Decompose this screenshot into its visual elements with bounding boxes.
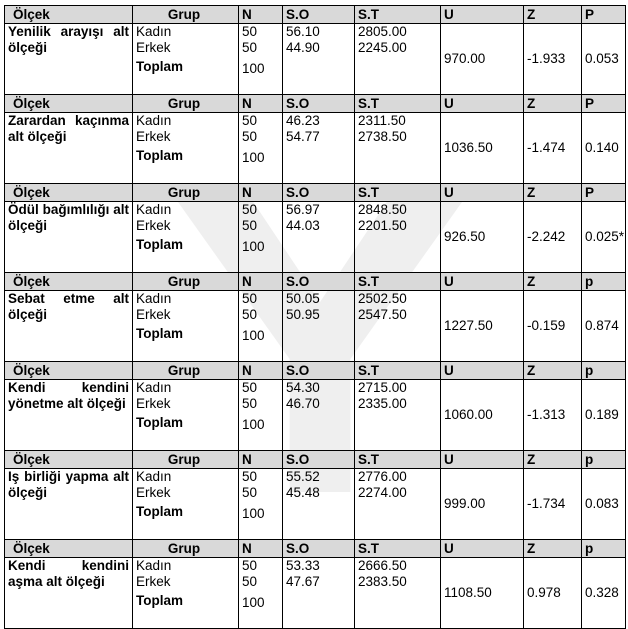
mean-rank-female: 50.05 <box>286 291 320 306</box>
table-row <box>5 558 626 629</box>
group-female: Kadın <box>136 380 172 395</box>
n-cell <box>239 380 283 451</box>
group-total: Toplam <box>136 59 183 74</box>
mean-rank-male: 44.90 <box>286 40 320 55</box>
header-cell-so: S.O <box>283 6 355 24</box>
group-female: Kadın <box>136 24 172 39</box>
rank-sum-cell <box>355 291 441 362</box>
z-value: -1.474 <box>524 113 582 184</box>
header-cell-p: p <box>582 362 626 380</box>
rank-sum-cell <box>355 469 441 540</box>
mean-rank-cell <box>283 202 355 273</box>
header-cell-p: p <box>582 451 626 469</box>
scale-name: Zarardan kaçınma alt ölçeği <box>5 113 133 184</box>
n-female: 50 <box>242 113 258 128</box>
n-female: 50 <box>242 558 258 573</box>
mean-rank-male: 54.77 <box>286 129 320 144</box>
z-value: 0.978 <box>524 558 582 629</box>
group-female: Kadın <box>136 113 172 128</box>
header-cell-p: P <box>582 95 626 113</box>
n-female: 50 <box>242 24 258 39</box>
group-cell <box>133 469 239 540</box>
scale-name: Ödül bağımlılığı alt ölçeği <box>5 202 133 273</box>
group-female: Kadın <box>136 291 172 306</box>
n-cell <box>239 558 283 629</box>
table-row <box>5 469 626 540</box>
header-cell-z: Z <box>524 273 582 291</box>
header-cell-u: U <box>441 184 524 202</box>
header-cell-group: Grup <box>133 6 239 24</box>
header-cell-group: Grup <box>133 451 239 469</box>
header-cell-group: Grup <box>133 540 239 558</box>
n-cell <box>239 291 283 362</box>
n-male: 50 <box>242 218 258 233</box>
header-cell-st: S.T <box>355 6 441 24</box>
p-value: 0.083 <box>582 469 626 540</box>
table-row <box>5 202 626 273</box>
mean-rank-cell <box>283 558 355 629</box>
header-cell-p: p <box>582 540 626 558</box>
n-male: 50 <box>242 40 258 55</box>
n-female: 50 <box>242 202 258 217</box>
header-cell-scale: Ölçek <box>5 184 133 202</box>
rank-sum-cell <box>355 380 441 451</box>
group-cell <box>133 113 239 184</box>
rank-sum-female: 2502.50 <box>358 291 407 306</box>
group-male: Erkek <box>136 218 171 233</box>
rank-sum-male: 2201.50 <box>358 218 407 233</box>
header-row <box>5 273 626 291</box>
n-total: 100 <box>242 239 265 254</box>
mean-rank-male: 44.03 <box>286 218 320 233</box>
rank-sum-male: 2383.50 <box>358 574 407 589</box>
header-cell-so: S.O <box>283 362 355 380</box>
header-cell-so: S.O <box>283 540 355 558</box>
header-cell-st: S.T <box>355 273 441 291</box>
p-value: 0.874 <box>582 291 626 362</box>
header-cell-so: S.O <box>283 451 355 469</box>
header-cell-z: Z <box>524 451 582 469</box>
header-cell-z: Z <box>524 362 582 380</box>
group-total: Toplam <box>136 593 183 608</box>
header-row <box>5 184 626 202</box>
mean-rank-cell <box>283 469 355 540</box>
rank-sum-female: 2776.00 <box>358 469 407 484</box>
mean-rank-female: 54.30 <box>286 380 320 395</box>
header-cell-group: Grup <box>133 362 239 380</box>
header-cell-st: S.T <box>355 451 441 469</box>
group-total: Toplam <box>136 415 183 430</box>
scale-name: Kendi kendini yönetme alt ölçeği <box>5 380 133 451</box>
z-value: -0.159 <box>524 291 582 362</box>
group-cell <box>133 380 239 451</box>
header-cell-p: p <box>582 273 626 291</box>
header-cell-group: Grup <box>133 273 239 291</box>
header-cell-scale: Ölçek <box>5 451 133 469</box>
header-cell-u: U <box>441 540 524 558</box>
rank-sum-male: 2738.50 <box>358 129 407 144</box>
z-value: -1.313 <box>524 380 582 451</box>
header-cell-n: N <box>239 540 283 558</box>
group-male: Erkek <box>136 307 171 322</box>
header-row <box>5 362 626 380</box>
n-cell <box>239 202 283 273</box>
header-cell-n: N <box>239 273 283 291</box>
header-cell-u: U <box>441 362 524 380</box>
n-male: 50 <box>242 574 258 589</box>
header-row <box>5 451 626 469</box>
mann-whitney-table <box>4 5 626 629</box>
header-cell-so: S.O <box>283 273 355 291</box>
n-total: 100 <box>242 595 265 610</box>
header-cell-u: U <box>441 451 524 469</box>
scale-name: Yenilik arayışı alt ölçeği <box>5 24 133 95</box>
header-cell-scale: Ölçek <box>5 95 133 113</box>
mean-rank-male: 47.67 <box>286 574 320 589</box>
header-cell-n: N <box>239 451 283 469</box>
rank-sum-male: 2547.50 <box>358 307 407 322</box>
rank-sum-male: 2274.00 <box>358 485 407 500</box>
header-cell-n: N <box>239 6 283 24</box>
u-value: 1108.50 <box>441 558 524 629</box>
n-cell <box>239 469 283 540</box>
group-female: Kadın <box>136 558 172 573</box>
header-cell-n: N <box>239 184 283 202</box>
z-value: -2.242 <box>524 202 582 273</box>
n-cell <box>239 24 283 95</box>
scale-name: Sebat etme alt ölçeği <box>5 291 133 362</box>
header-row <box>5 95 626 113</box>
p-value: 0.140 <box>582 113 626 184</box>
p-value: 0.328 <box>582 558 626 629</box>
mean-rank-male: 46.70 <box>286 396 320 411</box>
mean-rank-male: 45.48 <box>286 485 320 500</box>
mean-rank-female: 55.52 <box>286 469 320 484</box>
p-value: 0.189 <box>582 380 626 451</box>
mean-rank-male: 50.95 <box>286 307 320 322</box>
u-value: 999.00 <box>441 469 524 540</box>
header-cell-z: Z <box>524 540 582 558</box>
u-value: 1060.00 <box>441 380 524 451</box>
header-cell-st: S.T <box>355 540 441 558</box>
u-value: 970.00 <box>441 24 524 95</box>
n-male: 50 <box>242 129 258 144</box>
z-value: -1.933 <box>524 24 582 95</box>
group-total: Toplam <box>136 504 183 519</box>
header-row <box>5 540 626 558</box>
n-total: 100 <box>242 417 265 432</box>
header-cell-st: S.T <box>355 184 441 202</box>
group-cell <box>133 291 239 362</box>
scale-name: Kendi kendini aşma alt ölçeği <box>5 558 133 629</box>
header-cell-scale: Ölçek <box>5 540 133 558</box>
rank-sum-cell <box>355 558 441 629</box>
u-value: 926.50 <box>441 202 524 273</box>
group-total: Toplam <box>136 326 183 341</box>
header-cell-so: S.O <box>283 184 355 202</box>
rank-sum-female: 2848.50 <box>358 202 407 217</box>
header-cell-n: N <box>239 362 283 380</box>
header-row <box>5 6 626 24</box>
header-cell-u: U <box>441 273 524 291</box>
group-male: Erkek <box>136 129 171 144</box>
n-male: 50 <box>242 485 258 500</box>
table-row <box>5 113 626 184</box>
rank-sum-female: 2666.50 <box>358 558 407 573</box>
n-female: 50 <box>242 291 258 306</box>
header-cell-p: P <box>582 184 626 202</box>
header-cell-group: Grup <box>133 95 239 113</box>
n-female: 50 <box>242 469 258 484</box>
header-cell-scale: Ölçek <box>5 362 133 380</box>
mean-rank-cell <box>283 24 355 95</box>
rank-sum-cell <box>355 113 441 184</box>
group-female: Kadın <box>136 469 172 484</box>
header-cell-u: U <box>441 6 524 24</box>
mean-rank-female: 56.10 <box>286 24 320 39</box>
rank-sum-female: 2805.00 <box>358 24 407 39</box>
group-total: Toplam <box>136 237 183 252</box>
header-cell-st: S.T <box>355 362 441 380</box>
p-value: 0.053 <box>582 24 626 95</box>
mean-rank-cell <box>283 113 355 184</box>
rank-sum-male: 2335.00 <box>358 396 407 411</box>
mean-rank-cell <box>283 291 355 362</box>
group-female: Kadın <box>136 202 172 217</box>
n-total: 100 <box>242 328 265 343</box>
n-total: 100 <box>242 61 265 76</box>
mean-rank-female: 46.23 <box>286 113 320 128</box>
header-cell-st: S.T <box>355 95 441 113</box>
group-total: Toplam <box>136 148 183 163</box>
table-row <box>5 380 626 451</box>
header-cell-z: Z <box>524 6 582 24</box>
scale-name: Iş birliği yapma alt ölçeği <box>5 469 133 540</box>
group-cell <box>133 558 239 629</box>
z-value: -1.734 <box>524 469 582 540</box>
n-total: 100 <box>242 150 265 165</box>
n-male: 50 <box>242 396 258 411</box>
n-male: 50 <box>242 307 258 322</box>
header-cell-z: Z <box>524 184 582 202</box>
header-cell-scale: Ölçek <box>5 273 133 291</box>
header-cell-u: U <box>441 95 524 113</box>
group-cell <box>133 24 239 95</box>
mean-rank-female: 56.97 <box>286 202 320 217</box>
group-male: Erkek <box>136 396 171 411</box>
mean-rank-cell <box>283 380 355 451</box>
p-value: 0.025* <box>582 202 626 273</box>
group-male: Erkek <box>136 40 171 55</box>
rank-sum-cell <box>355 24 441 95</box>
group-male: Erkek <box>136 574 171 589</box>
group-male: Erkek <box>136 485 171 500</box>
rank-sum-female: 2715.00 <box>358 380 407 395</box>
header-cell-z: Z <box>524 95 582 113</box>
header-cell-so: S.O <box>283 95 355 113</box>
table-row <box>5 24 626 95</box>
rank-sum-cell <box>355 202 441 273</box>
n-female: 50 <box>242 380 258 395</box>
header-cell-n: N <box>239 95 283 113</box>
mean-rank-female: 53.33 <box>286 558 320 573</box>
table-row <box>5 291 626 362</box>
rank-sum-female: 2311.50 <box>358 113 406 128</box>
n-total: 100 <box>242 506 265 521</box>
header-cell-p: P <box>582 6 626 24</box>
u-value: 1227.50 <box>441 291 524 362</box>
n-cell <box>239 113 283 184</box>
header-cell-scale: Ölçek <box>5 6 133 24</box>
group-cell <box>133 202 239 273</box>
header-cell-group: Grup <box>133 184 239 202</box>
rank-sum-male: 2245.00 <box>358 40 407 55</box>
u-value: 1036.50 <box>441 113 524 184</box>
